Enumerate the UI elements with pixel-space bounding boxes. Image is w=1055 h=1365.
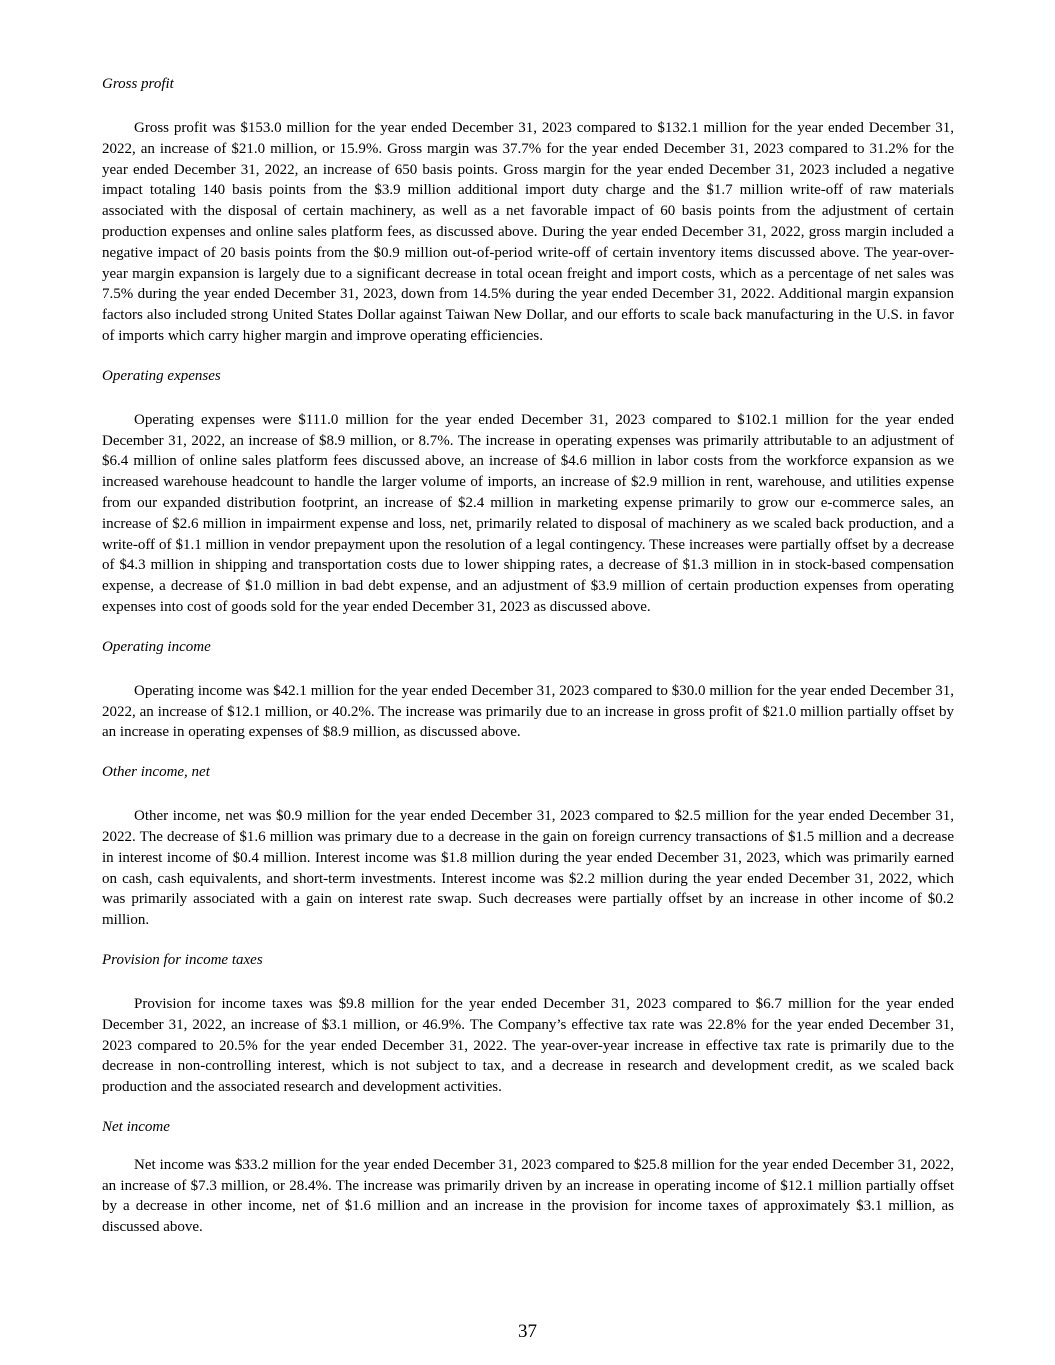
section-other-income-net: [102, 762, 954, 931]
section-paragraph: Operating expenses were $111.0 million for the year ended December 31, 2023 compared to $102.1 million for the year ended December 31, 2022, an increase of $8.9 million, or 8.7%. The increase in operating expenses was primarily attributable to an adjustment of $6.4 million of online sales platform fees discussed above, an increase of $4.6 million in labor costs from the workforce expansion as we increased warehouse headcount to handle the larger volume of imports, an increase of $2.9 million in rent, warehouse, and utilities expense from our expanded distribution footprint, an increase of $2.4 million in marketing expense primarily to grow our e-commerce sales, an increase of $2.6 million in impairment expense and loss, net, primarily related to disposal of machinery as we scaled back production, and a write-off of $1.1 million in vendor prepayment upon the resolution of a legal contingency. These increases were partially offset by a decrease of $4.3 million in shipping and transportation costs due to lower shipping rates, a decrease of $1.3 million in in stock-based compensation expense, a decrease of $1.0 million in bad debt expense, and an adjustment of $3.9 million of certain production expenses from operating expenses into cost of goods sold for the year ended December 31, 2023 as discussed above.: [102, 411, 954, 615]
section-paragraph: Operating income was $42.1 million for the year ended December 31, 2023 compared to $30.0 million for the year ended December 31, 2022, an increase of $12.1 million, or 40.2%. The increase was primarily due to an increase in gross profit of $21.0 million partially offset by an increase in operating expenses of $8.9 million, as discussed above.: [102, 682, 954, 741]
section-paragraph: Provision for income taxes was $9.8 million for the year ended December 31, 2023 compared to $6.7 million for the year ended December 31, 2022, an increase of $3.1 million, or 46.9%. The Company’s effective tax rate was 22.8% for the year ended December 31, 2023 compared to 20.5% for the year ended December 31, 2022. The year-over-year increase in effective tax rate is primarily due to the decrease in non-controlling interest, which is not subject to tax, and a decrease in research and development credit, as we scaled back production and the associated research and development activities.: [102, 995, 954, 1096]
section-heading: Net income: [102, 1118, 170, 1135]
section-net-income: [102, 1117, 954, 1238]
section-gross-profit: [102, 74, 954, 347]
section-heading: Gross profit: [102, 76, 174, 92]
section-heading: Operating expenses: [102, 367, 221, 384]
section-paragraph: Gross profit was $153.0 million for the year ended December 31, 2023 compared to $132.1 million for the year ended December 31, 2022, an increase of $21.0 million, or 15.9%. Gross margin was 37.7% for the year ended December 31, 2023 compared to 31.2% for the year ended December 31, 2022, an increase of 650 basis points. Gross margin for the year ended December 31, 2023 included a negative impact totaling 140 basis points from the $3.9 million additional import duty charge and the $1.7 million write-off of raw materials associated with the disposal of certain machinery, as well as a net favorable impact of 60 basis points from the adjustment of certain production expenses and online sales platform fees, as discussed above. During the year ended December 31, 2022, gross margin included a negative impact of 20 basis points from the $0.9 million out-of-period write-off of certain inventory items discussed above. The year-over-year margin expansion is largely due to a significant decrease in total ocean freight and import costs, which as a percentage of net sales was 7.5% during the year ended December 31, 2023, down from 14.5% during the year ended December 31, 2022. Additional margin expansion factors also included strong United States Dollar against Taiwan New Dollar, and our efforts to scale back manufacturing in the U.S. in favor of imports which carry higher margin and improve operating efficiencies.: [102, 120, 954, 344]
section-heading: Provision for income taxes: [102, 951, 263, 968]
section-paragraph: Net income was $33.2 million for the year ended December 31, 2023 compared to $25.8 million for the year ended December 31, 2022, an increase of $7.3 million, or 28.4%. The increase was primarily driven by an increase in operating income of $12.1 million partially offset by a decrease in other income, net of $1.6 million and an increase in the provision for income taxes of approximately $3.1 million, as discussed above.: [102, 1156, 954, 1236]
section-paragraph: Other income, net was $0.9 million for the year ended December 31, 2023 compared to $2.5 million for the year ended December 31, 2022. The decrease of $1.6 million was primary due to a decrease in the gain on foreign currency transactions of $1.5 million and a decrease in interest income of $0.4 million. Interest income was $1.8 million during the year ended December 31, 2023, which was primarily earned on cash, cash equivalents, and short-term investments. Interest income was $2.2 million during the year ended December 31, 2022, which was primarily associated with a gain on interest rate swap. Such decreases were partially offset by an increase in other income of $0.2 million.: [102, 808, 954, 929]
section-heading: Other income, net: [102, 764, 210, 781]
section-operating-expenses: [102, 366, 954, 618]
page-number: 37: [518, 1321, 537, 1342]
section-heading: Operating income: [102, 638, 211, 655]
section-operating-income: [102, 637, 954, 743]
section-provision-for-income-taxes: [102, 950, 954, 1098]
document-body: [102, 74, 954, 1257]
